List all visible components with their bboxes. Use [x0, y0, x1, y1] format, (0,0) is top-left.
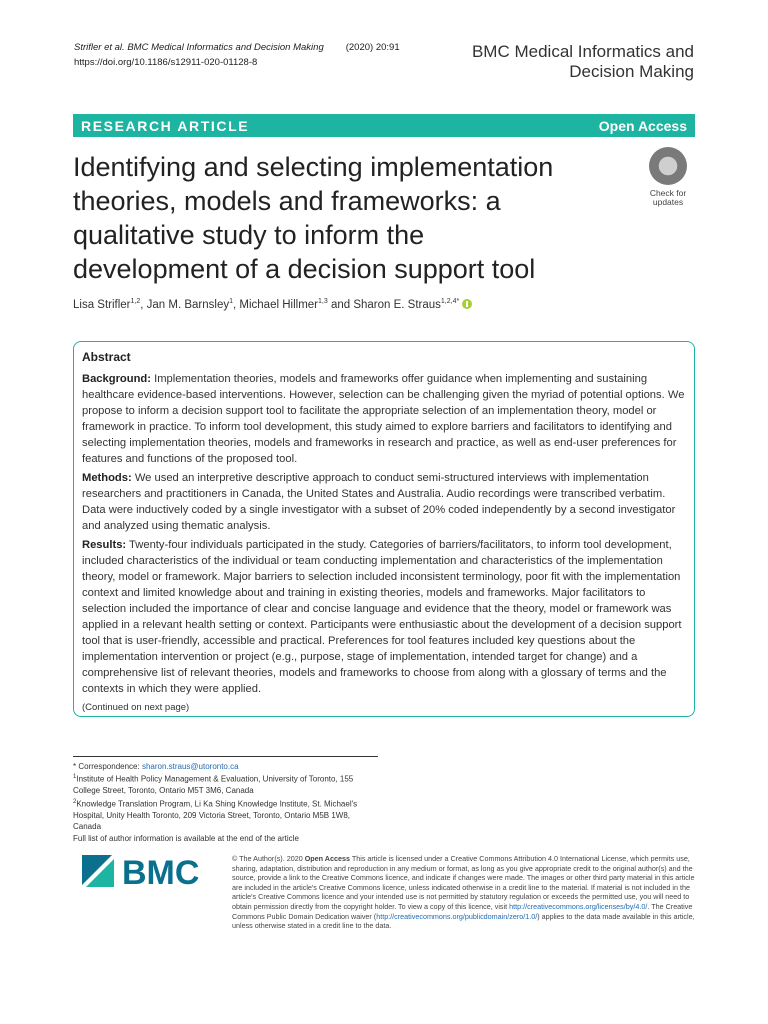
author-affiliation: 1,2,4*: [440, 298, 460, 305]
journal-name: [434, 42, 694, 82]
journal-name-line2: Decision Making: [569, 62, 694, 81]
check-updates-line1: Check for: [649, 188, 687, 198]
doi-link[interactable]: https://doi.org/10.1186/s12911-020-01128-8: [74, 57, 258, 68]
author-separator: ,: [140, 298, 147, 311]
author-affiliation: 1,2: [130, 298, 141, 305]
citation-text: Strifler et al. BMC Medical Informatics and Decision Making: [74, 42, 324, 53]
affiliation-2: [73, 797, 378, 833]
title-line4: development of a decision support tool: [73, 254, 536, 284]
bmc-logo-text: BMC: [122, 854, 200, 891]
footnotes: [73, 756, 378, 844]
author-separator: ,: [233, 298, 240, 311]
license-statement: [232, 854, 696, 931]
article-type: RESEARCH ARTICLE: [81, 117, 250, 134]
license-link-cc-zero[interactable]: http://creativecommons.org/publicdomain/zero/1.0/: [376, 911, 538, 921]
affiliation-number: 1: [73, 774, 77, 781]
continued-note: (Continued on next page): [82, 702, 190, 713]
journal-name-line1: BMC Medical Informatics and: [471, 42, 694, 61]
affiliation-number: 2: [73, 798, 77, 805]
title-line2: theories, models and frameworks: a: [73, 186, 501, 216]
results-text: Twenty-four individuals participated in the study. Categories of barriers/facilitators, to inform tool development, included characteristics of the individual or team conducting implementation and characteristics of the implementation theory, model or framework. Major barriers to selection included inconsistent terminology, poor fit with the implementation context and limited knowledge about and training in existing theories, models and frameworks. Major facilitators to selection included the importance of clear and concise language and evidence that the theory, model or framework was applied in a relevant health setting or context. Participants were enthusiastic about the development of a decision support tool that is user-friendly, accessible and practical. Preferences for tool features included key questions about the implementation intervention or project (e.g., purpose, stage of implementation, intended target for change) and a comprehensive list of relevant theories, models and frameworks to choose from along with a glossary of terms and the contexts in which they were applied.: [82, 539, 682, 695]
background-text: Implementation theories, models and frameworks offer guidance when implementing and sustaining healthcare evidence-based interventions. However, selection can be challenging given the myriad of potential options. We propose to inform a decision support tool to facilitate the appropriate selection of an implementation theory, model or framework in practice. To inform tool development, this study aimed to explore barriers and facilitators to identifying and selecting implementation theories, models and frameworks in research and practice, as well as end-user preferences for features and functions of the proposed tool.: [82, 373, 685, 465]
correspondence: [73, 761, 378, 772]
correspondence-label: * Correspondence:: [73, 762, 142, 771]
abstract-background: [82, 371, 686, 467]
orcid-icon[interactable]: [462, 299, 472, 309]
author-affiliation: 1: [229, 298, 234, 305]
check-updates-icon: [649, 147, 687, 185]
license-text-3: ) applies to the data made available in this article, unless otherwise stated in a credit line to the data.: [232, 911, 695, 931]
author-name[interactable]: Michael Hillmer: [239, 298, 319, 311]
license-open-access: Open Access: [304, 854, 350, 863]
results-label: Results:: [82, 539, 127, 551]
abstract-methods: [82, 470, 686, 534]
background-label: Background:: [82, 373, 151, 385]
license-text: This article is licensed under a Creative Commons Attribution 4.0 International License, which permits use, sharing, adaptation, distribution and reproduction in any medium or format, as long as you give appropriate credit to the original author(s) and the source, provide a link to the Creative Commons licence, and indicate if changes were made. The images or other third party material in this article are included in the article's Creative Commons licence, unless indicated otherwise in a credit line to the material. If material is not included in the article's Creative Commons licence and your intended use is not permitted by statutory regulation or exceeds the permitted use, you will need to obtain permission directly from the copyright holder. To view a copy of this licence, visit: [232, 854, 695, 911]
author-separator: and: [327, 298, 354, 311]
abstract-results: [82, 537, 686, 697]
title-line1: Identifying and selecting implementation: [73, 152, 554, 182]
bmc-logo: [80, 851, 220, 891]
author-name[interactable]: Sharon E. Straus: [353, 298, 441, 311]
license-text-2: . The Creative Commons Public Domain Dedication waiver (: [232, 901, 693, 921]
open-access-label: Open Access: [598, 117, 687, 134]
citation-header: [74, 40, 400, 70]
article-title: [73, 150, 613, 286]
full-author-info-note: Full list of author information is available at the end of the article: [73, 833, 299, 843]
abstract-heading: Abstract: [82, 350, 131, 364]
license-link-cc-by[interactable]: http://creativecommons.org/licenses/by/4.0/: [509, 901, 648, 911]
year-volume: (2020) 20:91: [345, 42, 400, 53]
affiliation-text: Knowledge Translation Program, Li Ka Shing Knowledge Institute, St. Michael's Hospital, Unity Health Toronto, 209 Victoria Street, Toronto, Ontario M5B 1W8, Canada: [73, 799, 358, 832]
author-name[interactable]: Jan M. Barnsley: [146, 298, 230, 311]
check-updates-line2: updates: [652, 197, 684, 207]
abstract-box: [73, 341, 695, 717]
affiliation-1: [73, 772, 378, 796]
author-list: [73, 298, 472, 311]
author-name[interactable]: Lisa Strifler: [73, 298, 131, 311]
title-line3: qualitative study to inform the: [73, 220, 425, 250]
author-affiliation: 1,3: [318, 298, 328, 305]
correspondence-email[interactable]: sharon.straus@utoronto.ca: [141, 762, 239, 771]
methods-text: We used an interpretive descriptive approach to conduct semi-structured interviews with implementation researchers and practitioners in Canada, the United States and Australia. Audio recordings were transcribed verbatim. Data were inductively coded by a single investigator with a subset of 20% coded independently by a second investigator and analyzed using thematic analysis.: [82, 472, 676, 532]
article-type-banner: [73, 114, 695, 137]
affiliation-text: Institute of Health Policy Management & Evaluation, University of Toronto, 155 College Street, Toronto, Ontario M5T 3M6, Canada: [73, 775, 354, 796]
check-for-updates-badge[interactable]: [641, 147, 695, 207]
methods-label: Methods:: [82, 472, 132, 484]
license-copyright: © The Author(s). 2020: [232, 854, 305, 863]
